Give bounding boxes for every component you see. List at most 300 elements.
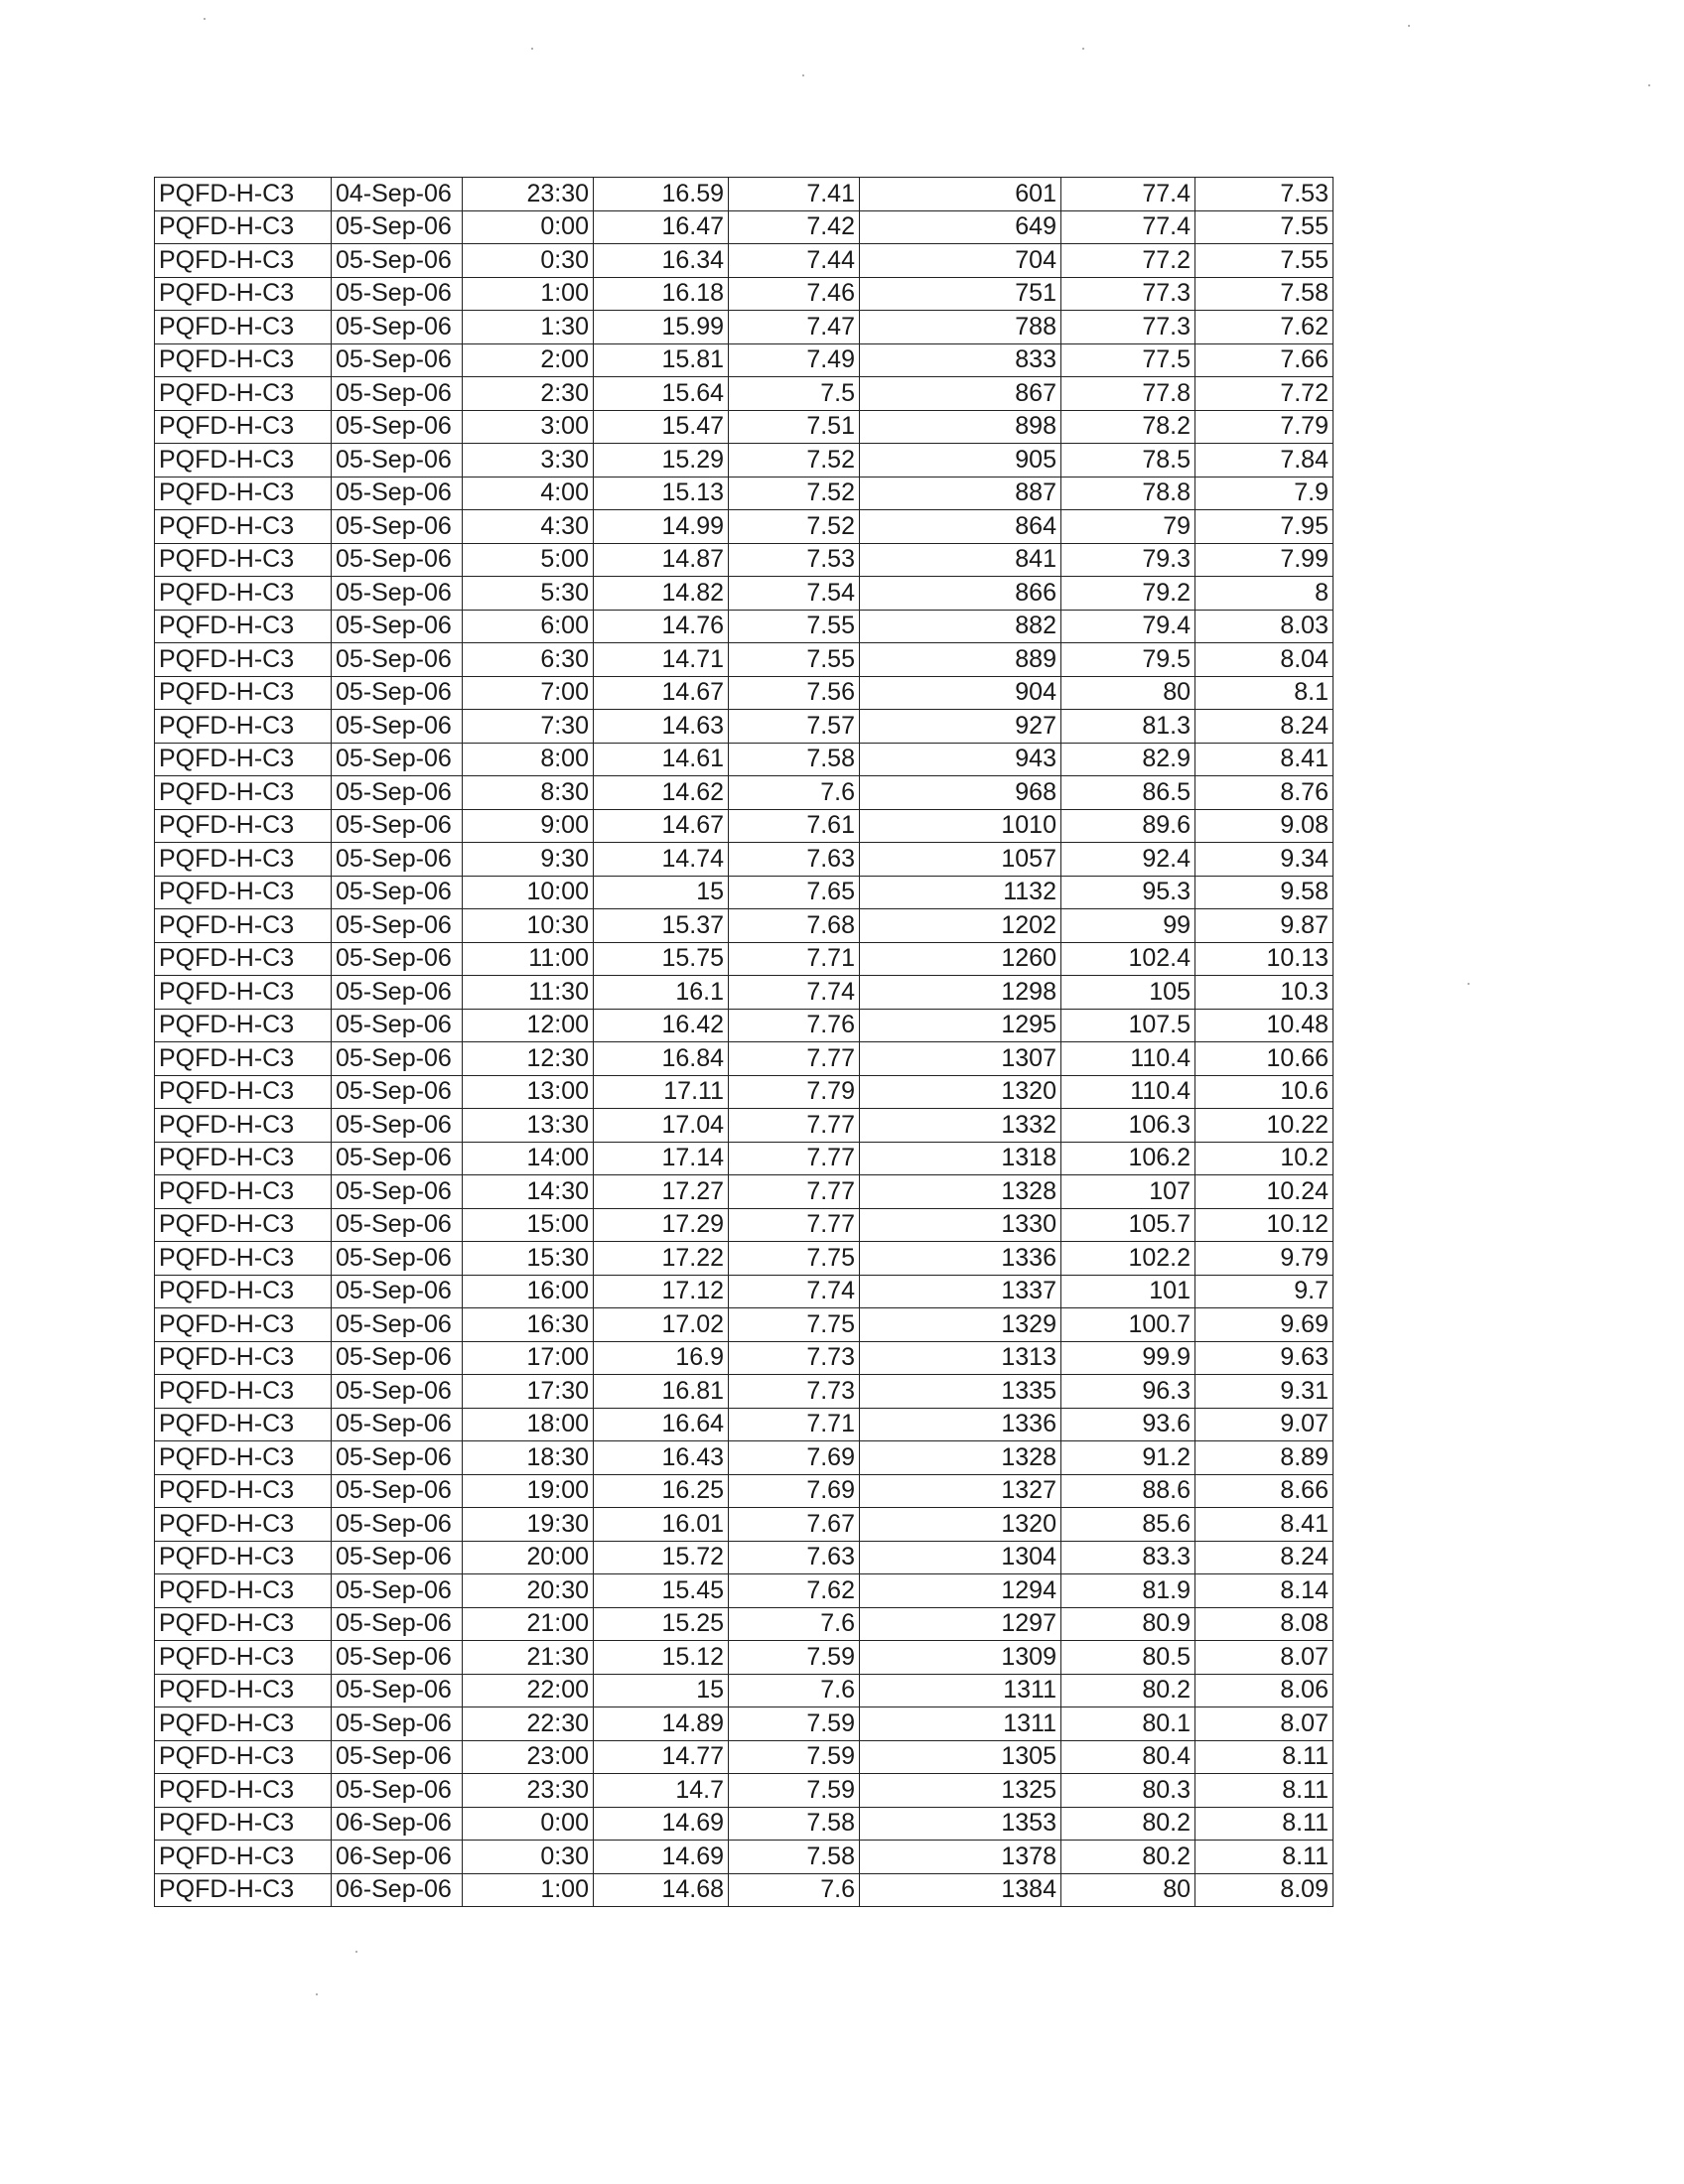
value-d-cell: 79.3 bbox=[1061, 543, 1195, 577]
value-b-cell: 7.73 bbox=[729, 1341, 860, 1375]
value-a-cell: 15.45 bbox=[594, 1574, 729, 1608]
value-d-cell: 81.9 bbox=[1061, 1574, 1195, 1608]
date-cell: 05-Sep-06 bbox=[332, 610, 463, 643]
table-row bbox=[155, 1607, 1333, 1641]
date-cell: 05-Sep-06 bbox=[332, 1541, 463, 1574]
value-e-cell: 9.69 bbox=[1195, 1308, 1333, 1342]
date-cell: 05-Sep-06 bbox=[332, 710, 463, 744]
value-c-cell: 1330 bbox=[860, 1208, 1061, 1242]
station-cell: PQFD-H-C3 bbox=[155, 543, 332, 577]
value-c-cell: 1260 bbox=[860, 942, 1061, 976]
value-d-cell: 80.4 bbox=[1061, 1740, 1195, 1774]
value-a-cell: 14.67 bbox=[594, 676, 729, 710]
value-c-cell: 927 bbox=[860, 710, 1061, 744]
station-cell: PQFD-H-C3 bbox=[155, 277, 332, 311]
station-cell: PQFD-H-C3 bbox=[155, 1641, 332, 1675]
table-row bbox=[155, 1109, 1333, 1143]
value-d-cell: 78.2 bbox=[1061, 410, 1195, 444]
value-d-cell: 86.5 bbox=[1061, 776, 1195, 810]
table-row bbox=[155, 1774, 1333, 1808]
value-e-cell: 8.07 bbox=[1195, 1641, 1333, 1675]
value-b-cell: 7.56 bbox=[729, 676, 860, 710]
value-c-cell: 704 bbox=[860, 244, 1061, 278]
value-d-cell: 77.5 bbox=[1061, 343, 1195, 377]
station-cell: PQFD-H-C3 bbox=[155, 1774, 332, 1808]
value-d-cell: 79.2 bbox=[1061, 577, 1195, 611]
value-b-cell: 7.6 bbox=[729, 1674, 860, 1707]
value-e-cell: 9.7 bbox=[1195, 1275, 1333, 1308]
value-d-cell: 91.2 bbox=[1061, 1441, 1195, 1475]
value-c-cell: 788 bbox=[860, 311, 1061, 344]
value-a-cell: 16.64 bbox=[594, 1408, 729, 1441]
value-b-cell: 7.69 bbox=[729, 1474, 860, 1508]
table-row bbox=[155, 1341, 1333, 1375]
value-d-cell: 80 bbox=[1061, 1873, 1195, 1907]
value-a-cell: 15.12 bbox=[594, 1641, 729, 1675]
value-c-cell: 1335 bbox=[860, 1375, 1061, 1409]
value-e-cell: 10.2 bbox=[1195, 1142, 1333, 1175]
table-row bbox=[155, 1242, 1333, 1276]
value-c-cell: 905 bbox=[860, 444, 1061, 478]
date-cell: 05-Sep-06 bbox=[332, 776, 463, 810]
value-b-cell: 7.74 bbox=[729, 976, 860, 1010]
time-cell: 4:00 bbox=[463, 477, 594, 510]
value-d-cell: 102.4 bbox=[1061, 942, 1195, 976]
time-cell: 20:30 bbox=[463, 1574, 594, 1608]
value-a-cell: 16.18 bbox=[594, 277, 729, 311]
value-c-cell: 1132 bbox=[860, 876, 1061, 909]
date-cell: 05-Sep-06 bbox=[332, 311, 463, 344]
table-row bbox=[155, 710, 1333, 744]
time-cell: 11:00 bbox=[463, 942, 594, 976]
time-cell: 3:30 bbox=[463, 444, 594, 478]
date-cell: 05-Sep-06 bbox=[332, 1308, 463, 1342]
value-e-cell: 7.95 bbox=[1195, 510, 1333, 544]
time-cell: 19:30 bbox=[463, 1508, 594, 1542]
station-cell: PQFD-H-C3 bbox=[155, 444, 332, 478]
station-cell: PQFD-H-C3 bbox=[155, 477, 332, 510]
scan-speck bbox=[355, 1951, 357, 1953]
value-a-cell: 17.02 bbox=[594, 1308, 729, 1342]
table-row bbox=[155, 543, 1333, 577]
value-b-cell: 7.6 bbox=[729, 1607, 860, 1641]
scan-speck bbox=[1082, 48, 1084, 50]
value-b-cell: 7.49 bbox=[729, 343, 860, 377]
station-cell: PQFD-H-C3 bbox=[155, 1408, 332, 1441]
date-cell: 04-Sep-06 bbox=[332, 178, 463, 211]
time-cell: 21:30 bbox=[463, 1641, 594, 1675]
value-d-cell: 80.5 bbox=[1061, 1641, 1195, 1675]
value-c-cell: 1297 bbox=[860, 1607, 1061, 1641]
value-b-cell: 7.42 bbox=[729, 210, 860, 244]
time-cell: 15:30 bbox=[463, 1242, 594, 1276]
value-d-cell: 92.4 bbox=[1061, 843, 1195, 877]
time-cell: 18:00 bbox=[463, 1408, 594, 1441]
value-c-cell: 1320 bbox=[860, 1075, 1061, 1109]
table-row bbox=[155, 843, 1333, 877]
value-b-cell: 7.76 bbox=[729, 1009, 860, 1042]
value-c-cell: 1304 bbox=[860, 1541, 1061, 1574]
time-cell: 16:30 bbox=[463, 1308, 594, 1342]
value-e-cell: 9.79 bbox=[1195, 1242, 1333, 1276]
value-c-cell: 1311 bbox=[860, 1674, 1061, 1707]
value-e-cell: 8.11 bbox=[1195, 1740, 1333, 1774]
time-cell: 23:30 bbox=[463, 178, 594, 211]
station-cell: PQFD-H-C3 bbox=[155, 1873, 332, 1907]
time-cell: 17:30 bbox=[463, 1375, 594, 1409]
table-row bbox=[155, 1707, 1333, 1741]
value-d-cell: 79.4 bbox=[1061, 610, 1195, 643]
value-e-cell: 10.12 bbox=[1195, 1208, 1333, 1242]
value-d-cell: 83.3 bbox=[1061, 1541, 1195, 1574]
value-b-cell: 7.61 bbox=[729, 809, 860, 843]
value-b-cell: 7.55 bbox=[729, 610, 860, 643]
value-a-cell: 14.99 bbox=[594, 510, 729, 544]
value-e-cell: 8.11 bbox=[1195, 1774, 1333, 1808]
value-d-cell: 106.2 bbox=[1061, 1142, 1195, 1175]
value-c-cell: 1295 bbox=[860, 1009, 1061, 1042]
value-e-cell: 8.1 bbox=[1195, 676, 1333, 710]
value-a-cell: 14.74 bbox=[594, 843, 729, 877]
value-a-cell: 17.12 bbox=[594, 1275, 729, 1308]
station-cell: PQFD-H-C3 bbox=[155, 1441, 332, 1475]
station-cell: PQFD-H-C3 bbox=[155, 809, 332, 843]
table-row bbox=[155, 1441, 1333, 1475]
value-b-cell: 7.44 bbox=[729, 244, 860, 278]
table-row bbox=[155, 1308, 1333, 1342]
date-cell: 05-Sep-06 bbox=[332, 676, 463, 710]
value-e-cell: 9.08 bbox=[1195, 809, 1333, 843]
station-cell: PQFD-H-C3 bbox=[155, 510, 332, 544]
value-e-cell: 8.08 bbox=[1195, 1607, 1333, 1641]
date-cell: 05-Sep-06 bbox=[332, 1474, 463, 1508]
time-cell: 0:30 bbox=[463, 244, 594, 278]
value-b-cell: 7.63 bbox=[729, 843, 860, 877]
value-d-cell: 77.4 bbox=[1061, 178, 1195, 211]
station-cell: PQFD-H-C3 bbox=[155, 1142, 332, 1175]
date-cell: 05-Sep-06 bbox=[332, 377, 463, 411]
scan-speck bbox=[316, 1993, 318, 1995]
value-d-cell: 80 bbox=[1061, 676, 1195, 710]
value-a-cell: 16.01 bbox=[594, 1508, 729, 1542]
date-cell: 05-Sep-06 bbox=[332, 543, 463, 577]
value-d-cell: 80.2 bbox=[1061, 1807, 1195, 1841]
station-cell: PQFD-H-C3 bbox=[155, 909, 332, 943]
value-c-cell: 887 bbox=[860, 477, 1061, 510]
value-b-cell: 7.77 bbox=[729, 1175, 860, 1209]
value-e-cell: 8.41 bbox=[1195, 743, 1333, 776]
value-d-cell: 77.4 bbox=[1061, 210, 1195, 244]
value-b-cell: 7.73 bbox=[729, 1375, 860, 1409]
value-a-cell: 15 bbox=[594, 876, 729, 909]
value-c-cell: 1328 bbox=[860, 1441, 1061, 1475]
time-cell: 4:30 bbox=[463, 510, 594, 544]
value-e-cell: 8.41 bbox=[1195, 1508, 1333, 1542]
table-row bbox=[155, 477, 1333, 510]
date-cell: 05-Sep-06 bbox=[332, 1641, 463, 1675]
value-e-cell: 10.6 bbox=[1195, 1075, 1333, 1109]
value-b-cell: 7.68 bbox=[729, 909, 860, 943]
date-cell: 05-Sep-06 bbox=[332, 843, 463, 877]
value-a-cell: 16.84 bbox=[594, 1042, 729, 1076]
value-a-cell: 15 bbox=[594, 1674, 729, 1707]
time-cell: 2:00 bbox=[463, 343, 594, 377]
value-e-cell: 7.84 bbox=[1195, 444, 1333, 478]
time-cell: 0:00 bbox=[463, 1807, 594, 1841]
value-a-cell: 14.7 bbox=[594, 1774, 729, 1808]
table-row bbox=[155, 976, 1333, 1010]
value-c-cell: 867 bbox=[860, 377, 1061, 411]
value-a-cell: 14.87 bbox=[594, 543, 729, 577]
station-cell: PQFD-H-C3 bbox=[155, 743, 332, 776]
table-row bbox=[155, 377, 1333, 411]
value-d-cell: 105.7 bbox=[1061, 1208, 1195, 1242]
value-c-cell: 1311 bbox=[860, 1707, 1061, 1741]
value-c-cell: 1313 bbox=[860, 1341, 1061, 1375]
value-a-cell: 14.62 bbox=[594, 776, 729, 810]
value-d-cell: 81.3 bbox=[1061, 710, 1195, 744]
date-cell: 05-Sep-06 bbox=[332, 210, 463, 244]
value-e-cell: 8.24 bbox=[1195, 1541, 1333, 1574]
value-c-cell: 1327 bbox=[860, 1474, 1061, 1508]
value-e-cell: 8.89 bbox=[1195, 1441, 1333, 1475]
value-d-cell: 102.2 bbox=[1061, 1242, 1195, 1276]
date-cell: 05-Sep-06 bbox=[332, 1142, 463, 1175]
value-e-cell: 7.55 bbox=[1195, 210, 1333, 244]
value-e-cell: 8.24 bbox=[1195, 710, 1333, 744]
date-cell: 05-Sep-06 bbox=[332, 444, 463, 478]
value-c-cell: 889 bbox=[860, 643, 1061, 677]
value-b-cell: 7.54 bbox=[729, 577, 860, 611]
time-cell: 10:30 bbox=[463, 909, 594, 943]
table-row bbox=[155, 643, 1333, 677]
value-c-cell: 1318 bbox=[860, 1142, 1061, 1175]
value-d-cell: 77.8 bbox=[1061, 377, 1195, 411]
table-row bbox=[155, 1541, 1333, 1574]
table-row bbox=[155, 809, 1333, 843]
table-row bbox=[155, 444, 1333, 478]
value-c-cell: 1328 bbox=[860, 1175, 1061, 1209]
value-e-cell: 10.48 bbox=[1195, 1009, 1333, 1042]
station-cell: PQFD-H-C3 bbox=[155, 1707, 332, 1741]
date-cell: 06-Sep-06 bbox=[332, 1873, 463, 1907]
station-cell: PQFD-H-C3 bbox=[155, 1375, 332, 1409]
value-d-cell: 80.1 bbox=[1061, 1707, 1195, 1741]
station-cell: PQFD-H-C3 bbox=[155, 1474, 332, 1508]
value-e-cell: 10.24 bbox=[1195, 1175, 1333, 1209]
value-e-cell: 8.09 bbox=[1195, 1873, 1333, 1907]
value-b-cell: 7.59 bbox=[729, 1641, 860, 1675]
time-cell: 23:00 bbox=[463, 1740, 594, 1774]
table-row bbox=[155, 311, 1333, 344]
value-e-cell: 8.06 bbox=[1195, 1674, 1333, 1707]
time-cell: 0:30 bbox=[463, 1841, 594, 1874]
time-cell: 14:30 bbox=[463, 1175, 594, 1209]
value-c-cell: 1307 bbox=[860, 1042, 1061, 1076]
time-cell: 12:30 bbox=[463, 1042, 594, 1076]
table-row bbox=[155, 1873, 1333, 1907]
station-cell: PQFD-H-C3 bbox=[155, 976, 332, 1010]
value-e-cell: 8.76 bbox=[1195, 776, 1333, 810]
value-b-cell: 7.51 bbox=[729, 410, 860, 444]
date-cell: 06-Sep-06 bbox=[332, 1807, 463, 1841]
value-b-cell: 7.52 bbox=[729, 477, 860, 510]
time-cell: 13:30 bbox=[463, 1109, 594, 1143]
station-cell: PQFD-H-C3 bbox=[155, 1607, 332, 1641]
time-cell: 9:00 bbox=[463, 809, 594, 843]
value-b-cell: 7.59 bbox=[729, 1707, 860, 1741]
value-c-cell: 866 bbox=[860, 577, 1061, 611]
station-cell: PQFD-H-C3 bbox=[155, 843, 332, 877]
value-d-cell: 95.3 bbox=[1061, 876, 1195, 909]
station-cell: PQFD-H-C3 bbox=[155, 410, 332, 444]
value-d-cell: 88.6 bbox=[1061, 1474, 1195, 1508]
value-a-cell: 14.61 bbox=[594, 743, 729, 776]
value-d-cell: 77.2 bbox=[1061, 244, 1195, 278]
value-c-cell: 1202 bbox=[860, 909, 1061, 943]
date-cell: 05-Sep-06 bbox=[332, 1441, 463, 1475]
value-e-cell: 8.07 bbox=[1195, 1707, 1333, 1741]
value-a-cell: 14.69 bbox=[594, 1807, 729, 1841]
value-a-cell: 14.76 bbox=[594, 610, 729, 643]
table-row bbox=[155, 178, 1333, 211]
time-cell: 22:00 bbox=[463, 1674, 594, 1707]
time-cell: 2:30 bbox=[463, 377, 594, 411]
value-b-cell: 7.47 bbox=[729, 311, 860, 344]
station-cell: PQFD-H-C3 bbox=[155, 343, 332, 377]
value-a-cell: 15.29 bbox=[594, 444, 729, 478]
scan-speck bbox=[204, 18, 206, 20]
table-row bbox=[155, 1674, 1333, 1707]
time-cell: 6:30 bbox=[463, 643, 594, 677]
table-row bbox=[155, 1142, 1333, 1175]
time-cell: 14:00 bbox=[463, 1142, 594, 1175]
table-row bbox=[155, 1275, 1333, 1308]
value-d-cell: 110.4 bbox=[1061, 1075, 1195, 1109]
value-d-cell: 78.8 bbox=[1061, 477, 1195, 510]
value-d-cell: 107 bbox=[1061, 1175, 1195, 1209]
value-b-cell: 7.59 bbox=[729, 1740, 860, 1774]
date-cell: 05-Sep-06 bbox=[332, 1075, 463, 1109]
value-a-cell: 17.22 bbox=[594, 1242, 729, 1276]
value-a-cell: 16.43 bbox=[594, 1441, 729, 1475]
value-a-cell: 15.81 bbox=[594, 343, 729, 377]
value-c-cell: 1298 bbox=[860, 976, 1061, 1010]
table-row bbox=[155, 1042, 1333, 1076]
time-cell: 22:30 bbox=[463, 1707, 594, 1741]
date-cell: 05-Sep-06 bbox=[332, 1042, 463, 1076]
value-b-cell: 7.75 bbox=[729, 1308, 860, 1342]
table-row bbox=[155, 610, 1333, 643]
date-cell: 05-Sep-06 bbox=[332, 343, 463, 377]
value-b-cell: 7.67 bbox=[729, 1508, 860, 1542]
time-cell: 1:00 bbox=[463, 1873, 594, 1907]
date-cell: 05-Sep-06 bbox=[332, 1707, 463, 1741]
value-e-cell: 8.11 bbox=[1195, 1841, 1333, 1874]
value-b-cell: 7.77 bbox=[729, 1208, 860, 1242]
value-d-cell: 77.3 bbox=[1061, 277, 1195, 311]
value-b-cell: 7.55 bbox=[729, 643, 860, 677]
value-e-cell: 8 bbox=[1195, 577, 1333, 611]
value-b-cell: 7.77 bbox=[729, 1142, 860, 1175]
station-cell: PQFD-H-C3 bbox=[155, 710, 332, 744]
value-c-cell: 1320 bbox=[860, 1508, 1061, 1542]
date-cell: 05-Sep-06 bbox=[332, 1375, 463, 1409]
station-cell: PQFD-H-C3 bbox=[155, 1109, 332, 1143]
time-cell: 17:00 bbox=[463, 1341, 594, 1375]
value-e-cell: 10.66 bbox=[1195, 1042, 1333, 1076]
station-cell: PQFD-H-C3 bbox=[155, 942, 332, 976]
value-c-cell: 649 bbox=[860, 210, 1061, 244]
value-e-cell: 7.99 bbox=[1195, 543, 1333, 577]
date-cell: 06-Sep-06 bbox=[332, 1841, 463, 1874]
station-cell: PQFD-H-C3 bbox=[155, 1807, 332, 1841]
table-row bbox=[155, 1641, 1333, 1675]
value-a-cell: 17.27 bbox=[594, 1175, 729, 1209]
date-cell: 05-Sep-06 bbox=[332, 1607, 463, 1641]
value-e-cell: 9.58 bbox=[1195, 876, 1333, 909]
value-e-cell: 9.07 bbox=[1195, 1408, 1333, 1441]
station-cell: PQFD-H-C3 bbox=[155, 1740, 332, 1774]
date-cell: 05-Sep-06 bbox=[332, 1009, 463, 1042]
time-cell: 9:30 bbox=[463, 843, 594, 877]
date-cell: 05-Sep-06 bbox=[332, 643, 463, 677]
value-b-cell: 7.57 bbox=[729, 710, 860, 744]
station-cell: PQFD-H-C3 bbox=[155, 311, 332, 344]
value-c-cell: 882 bbox=[860, 610, 1061, 643]
date-cell: 05-Sep-06 bbox=[332, 1275, 463, 1308]
table-row bbox=[155, 1740, 1333, 1774]
time-cell: 5:30 bbox=[463, 577, 594, 611]
table-row bbox=[155, 210, 1333, 244]
value-b-cell: 7.53 bbox=[729, 543, 860, 577]
date-cell: 05-Sep-06 bbox=[332, 410, 463, 444]
table-row bbox=[155, 244, 1333, 278]
table-row bbox=[155, 876, 1333, 909]
value-e-cell: 9.63 bbox=[1195, 1341, 1333, 1375]
time-cell: 12:00 bbox=[463, 1009, 594, 1042]
value-a-cell: 16.25 bbox=[594, 1474, 729, 1508]
date-cell: 05-Sep-06 bbox=[332, 876, 463, 909]
value-b-cell: 7.58 bbox=[729, 743, 860, 776]
table-row bbox=[155, 942, 1333, 976]
table-row bbox=[155, 1474, 1333, 1508]
station-cell: PQFD-H-C3 bbox=[155, 377, 332, 411]
value-c-cell: 864 bbox=[860, 510, 1061, 544]
value-d-cell: 99 bbox=[1061, 909, 1195, 943]
value-c-cell: 1329 bbox=[860, 1308, 1061, 1342]
value-e-cell: 8.66 bbox=[1195, 1474, 1333, 1508]
value-d-cell: 80.2 bbox=[1061, 1841, 1195, 1874]
table-row bbox=[155, 410, 1333, 444]
value-a-cell: 16.9 bbox=[594, 1341, 729, 1375]
table-row bbox=[155, 1175, 1333, 1209]
time-cell: 16:00 bbox=[463, 1275, 594, 1308]
value-c-cell: 1378 bbox=[860, 1841, 1061, 1874]
value-a-cell: 17.29 bbox=[594, 1208, 729, 1242]
value-b-cell: 7.77 bbox=[729, 1109, 860, 1143]
table-body bbox=[155, 178, 1333, 1907]
time-cell: 20:00 bbox=[463, 1541, 594, 1574]
value-a-cell: 15.99 bbox=[594, 311, 729, 344]
date-cell: 05-Sep-06 bbox=[332, 277, 463, 311]
value-a-cell: 17.04 bbox=[594, 1109, 729, 1143]
table-row bbox=[155, 1841, 1333, 1874]
value-a-cell: 16.47 bbox=[594, 210, 729, 244]
value-a-cell: 17.14 bbox=[594, 1142, 729, 1175]
value-b-cell: 7.59 bbox=[729, 1774, 860, 1808]
value-c-cell: 1325 bbox=[860, 1774, 1061, 1808]
